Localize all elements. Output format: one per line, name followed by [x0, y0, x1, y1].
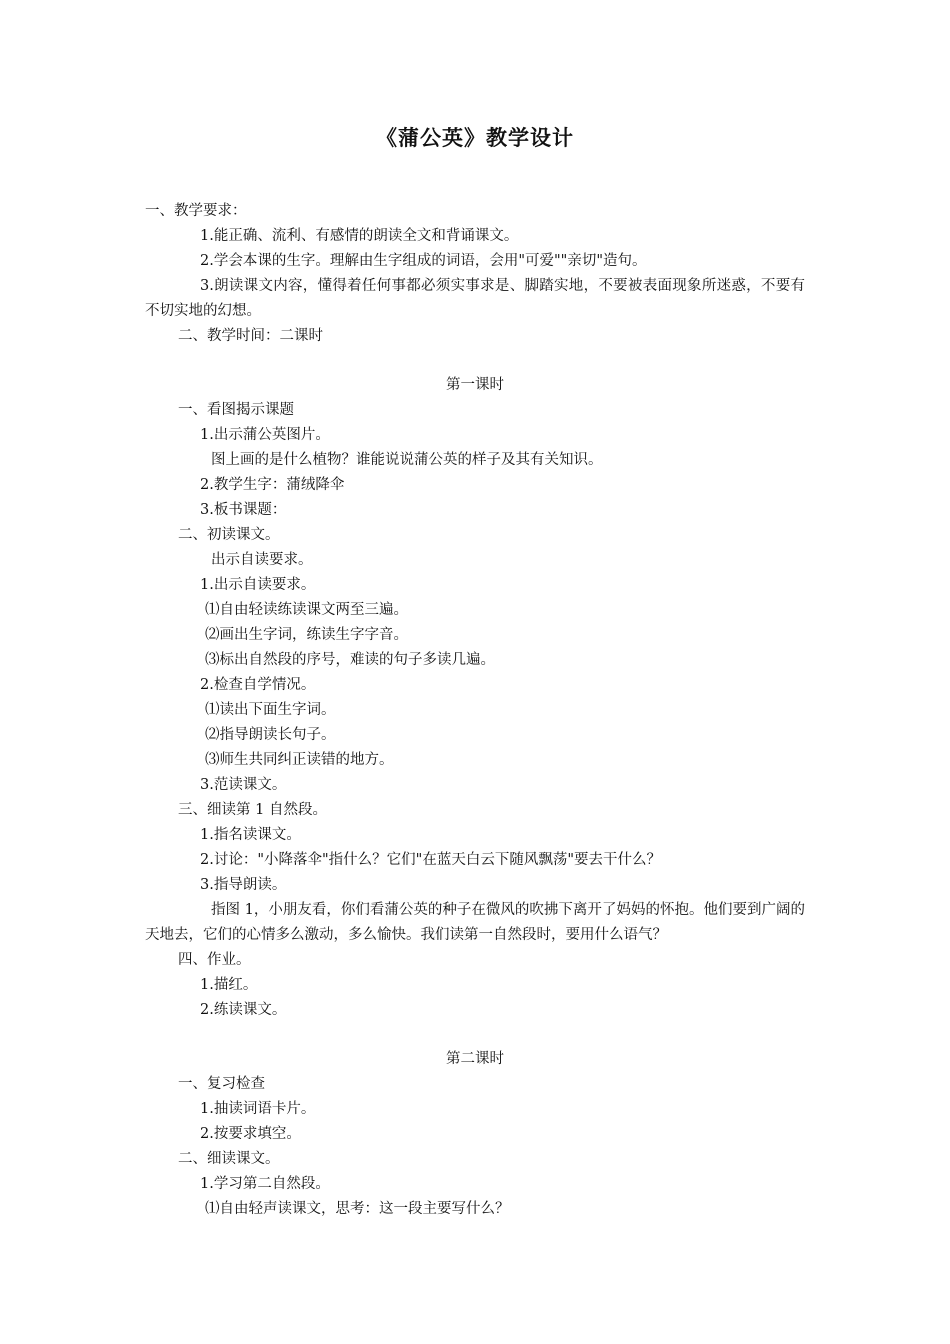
requirements-heading: 一、教学要求：: [145, 203, 247, 219]
section-heading: 三、细读第 1 自然段。: [178, 802, 327, 818]
sub-list-item: ⑵画出生字词，练读生字字音。: [205, 627, 408, 643]
section-heading: 二、细读课文。: [178, 1151, 280, 1167]
sub-list-item: ⑴读出下面生字词。: [205, 702, 336, 718]
list-item: 1.出示自读要求。: [200, 577, 316, 593]
sub-list-item: ⑶标出自然段的序号，难读的句子多读几遍。: [205, 652, 495, 668]
sub-list-item: ⑵指导朗读长句子。: [205, 727, 336, 743]
list-item: 3.指导朗读。: [200, 877, 287, 893]
list-item: 1.抽读词语卡片。: [200, 1101, 316, 1117]
paragraph: 图上画的是什么植物？谁能说说蒲公英的样子及其有关知识。: [211, 452, 603, 468]
document-title: 《蒲公英》教学设计: [376, 126, 574, 150]
section-heading: 四、作业。: [178, 952, 251, 968]
list-item: 1.出示蒲公英图片。: [200, 427, 330, 443]
list-item: 3.板书课题：: [200, 502, 287, 518]
lesson-1-heading: 第一课时: [446, 377, 504, 393]
requirement-item: 1.能正确、流利、有感情的朗读全文和背诵课文。: [200, 228, 519, 244]
sub-list-item: ⑴自由轻声读课文，思考：这一段主要写什么？: [205, 1201, 510, 1217]
list-item: 2.按要求填空。: [200, 1126, 301, 1142]
requirement-item: 2.学会本课的生字。理解由生字组成的词语，会用"可爱""亲切"造句。: [200, 253, 647, 269]
list-item: 2.检查自学情况。: [200, 677, 316, 693]
list-item: 2.练读课文。: [200, 1002, 287, 1018]
paragraph: 指图 1，小朋友看，你们看蒲公英的种子在微风的吹拂下离开了妈妈的怀抱。他们要到广阔的天地去，它们的心情多么激动，多么愉快。我们读第一自然段时，要用什么语气？: [145, 902, 805, 943]
list-item: 2.教学生字：蒲绒降伞: [200, 477, 345, 493]
document-body: [145, 199, 805, 1222]
list-item: 2.讨论："小降落伞"指什么？它们"在蓝天白云下随风飘荡"要去干什么？: [200, 852, 662, 868]
list-item: 3.范读课文。: [200, 777, 287, 793]
section-heading: 二、初读课文。: [178, 527, 280, 543]
section-heading: 一、看图揭示课题: [178, 402, 294, 418]
sub-list-item: ⑶师生共同纠正读错的地方。: [205, 752, 394, 768]
list-item: 1.学习第二自然段。: [200, 1176, 330, 1192]
list-item: 1.描红。: [200, 977, 258, 993]
paragraph: 出示自读要求。: [211, 552, 313, 568]
section-heading: 一、复习检查: [178, 1076, 265, 1092]
requirement-item: 3.朗读课文内容，懂得着任何事都必须实事求是、脚踏实地，不要被表面现象所迷惑，不要有不切实地的幻想。: [145, 278, 805, 319]
sub-list-item: ⑴自由轻读练读课文两至三遍。: [205, 602, 408, 618]
lesson-2-heading: 第二课时: [446, 1051, 504, 1067]
list-item: 1.指名读课文。: [200, 827, 301, 843]
time-heading: 二、教学时间：二课时: [178, 328, 323, 344]
